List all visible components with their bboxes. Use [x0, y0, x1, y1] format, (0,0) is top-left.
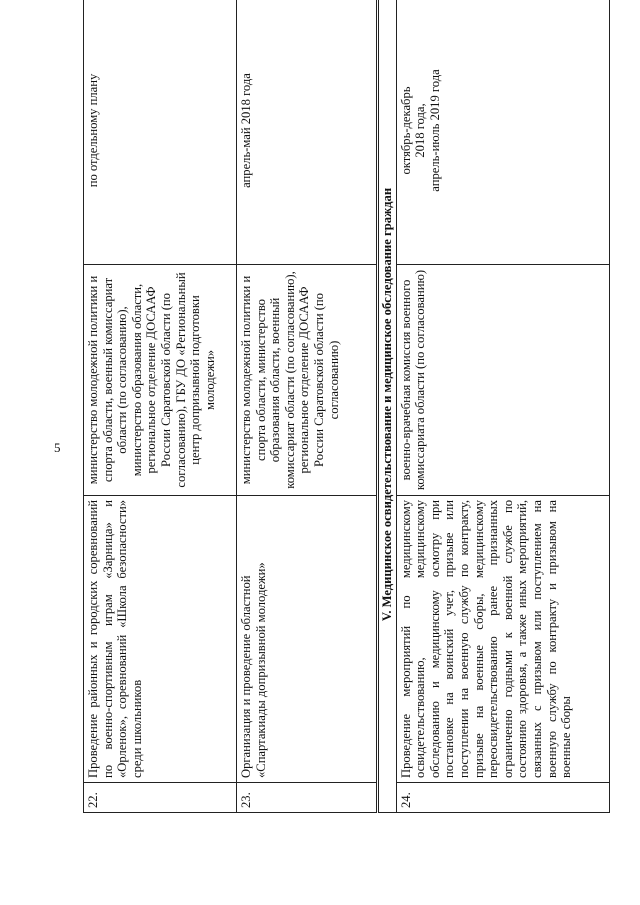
event-cell: Организация и проведение областной «Спартакиады допризывной молодежи» [237, 496, 378, 783]
term-cell: апрель-май 2018 года [237, 0, 378, 265]
table-row [84, 0, 237, 813]
section-heading: V. Медицинское освидетельствование и медицинское обследование граждан [378, 0, 397, 813]
row-number: 23. [237, 783, 378, 813]
term-line: апрель-июль 2019 года [427, 69, 442, 192]
term-line: октябрь-декабрь [398, 86, 413, 175]
event-cell: Проведение районных и городских соревнований по военно-спортивным играм «Зарница» и «Орленок», соревнований «Школа безопасности» среди школьников [84, 496, 237, 783]
row-number: 22. [84, 783, 237, 813]
plan-table [83, 0, 610, 813]
event-cell: Проведение мероприятий по медицинскому освидетельствованию, медицинскому обследованию и медицинскому осмотру при постановке на воинский учет, призыве или поступлении на военную службу по контракту, призыве на военные сборы, медицинскому переосвидетельствованию ранее признанных ограниченно годными к военной службе по состоянию здоровья, а также иных мероприятий, связанных с призывом или поступлением на военную службу по контракту и призывом на военные сборы [396, 496, 609, 783]
term-line: 2018 года, [413, 103, 428, 158]
responsible-cell: военно-врачебная комиссия военного комиссариата области (по согласованию) [396, 265, 609, 496]
term-cell [396, 0, 609, 265]
responsible-cell: министерство молодежной политики и спорта области, министерство образования области, военный комиссариат области (по согласованию), региональное отделение ДОСААФ России Саратовской области (по согласованию) [237, 265, 378, 496]
row-number: 24. [396, 783, 609, 813]
term-cell: по отдельному плану [84, 0, 237, 265]
table-row [396, 0, 609, 813]
responsible-cell: министерство молодежной политики и спорта области, военный комиссариат области (по согласованию), министерство образования области, региональное отделение ДОСААФ России Саратовской области (по согласованию), ГБУ ДО «Региональный центр допризывной подготовки молодежи» [84, 265, 237, 496]
section-row [378, 0, 397, 813]
page-number: 5 [54, 440, 61, 455]
table-row [237, 0, 378, 813]
rotated-table-area [83, 33, 623, 813]
